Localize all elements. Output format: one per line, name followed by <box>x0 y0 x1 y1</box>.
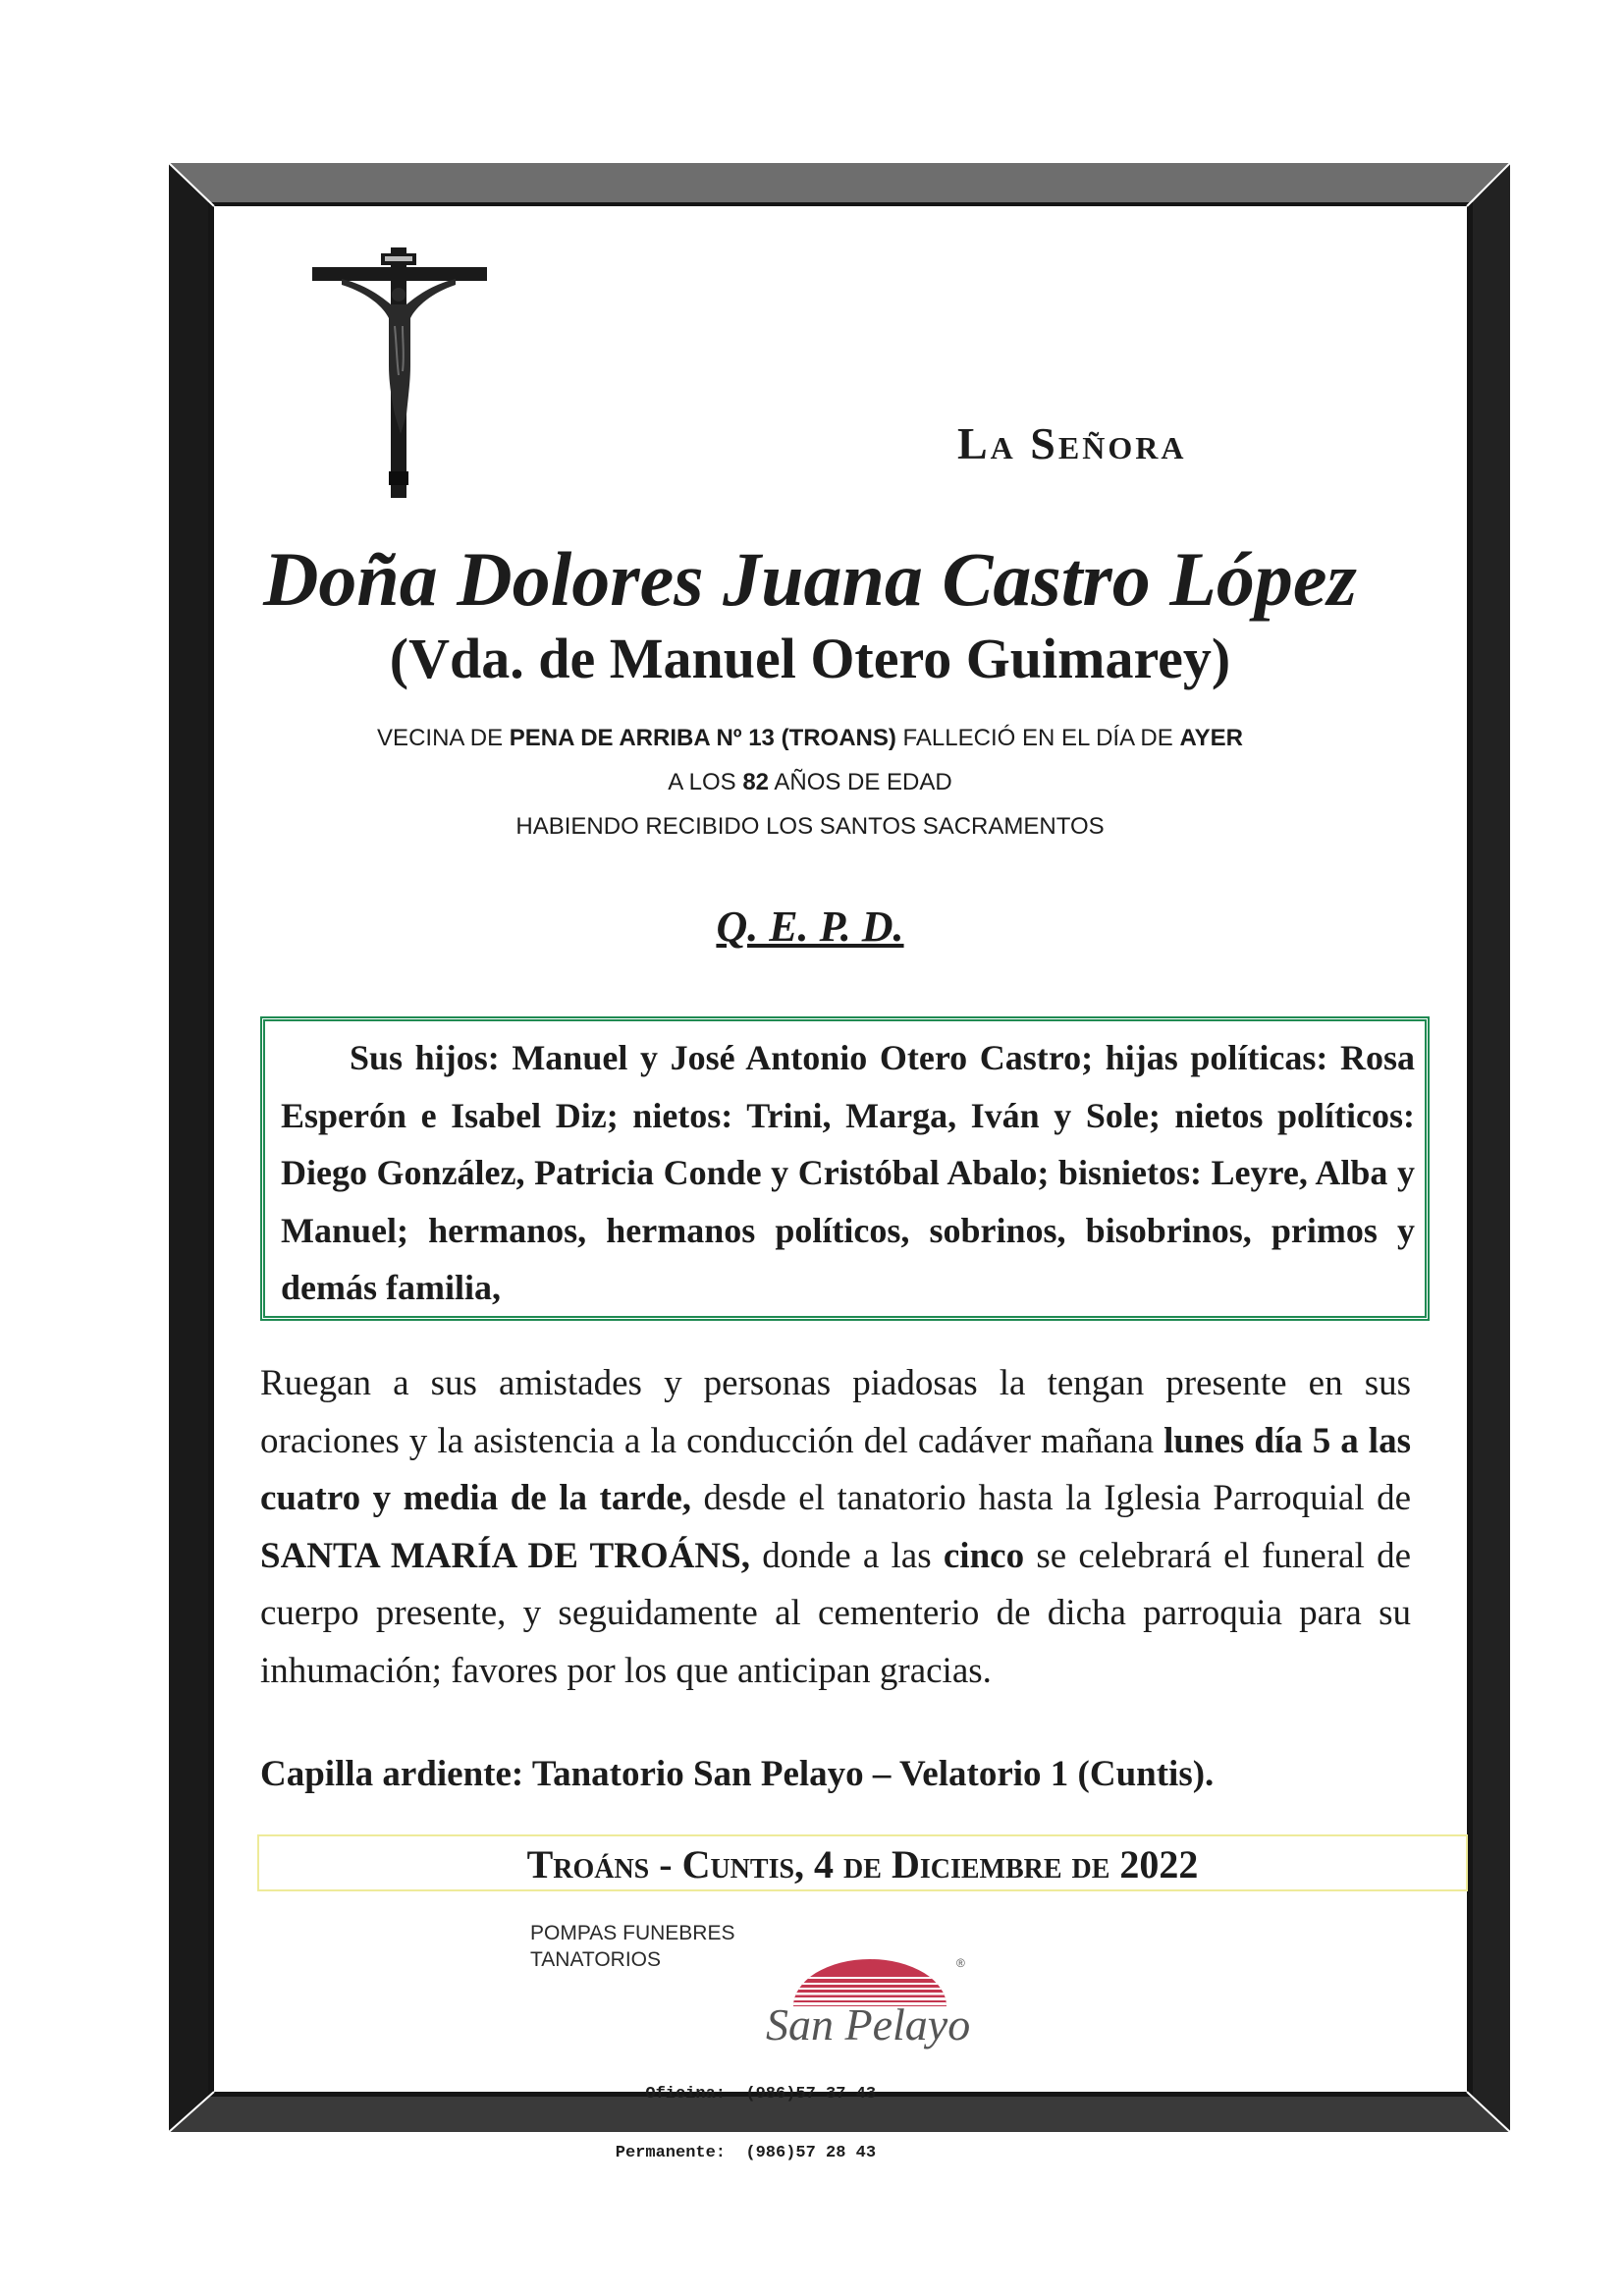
request-paragraph <box>260 1355 1411 1700</box>
phone-number: (986)57 28 43 <box>745 2144 877 2162</box>
request-text: donde a las <box>749 1535 944 1576</box>
info-line-age <box>245 769 1375 796</box>
request-church: SANTA MARÍA DE TROÁNS, <box>260 1535 750 1576</box>
info-day: AYER <box>1179 725 1243 751</box>
registered-mark: ® <box>956 1956 965 1970</box>
widow-of: (Vda. de Manuel Otero Guimarey) <box>389 627 1231 690</box>
phone-row-office <box>592 2085 876 2105</box>
info-text: AÑOS DE EDAD <box>769 769 952 795</box>
info-line-sacraments: HABIENDO RECIBIDO LOS SANTOS SACRAMENTOS <box>515 813 1105 840</box>
info-address: PENA DE ARRIBA Nº 13 (TROANS) <box>509 725 896 751</box>
deceased-name: Doña Dolores Juana Castro López <box>263 536 1357 622</box>
date-line: Troáns - Cuntis, 4 de Diciembre de 2022 <box>526 1842 1199 1886</box>
footer-line: TANATORIOS <box>530 1948 662 1971</box>
info-line-residence <box>245 725 1375 752</box>
request-text: desde el tanatorio hasta la Iglesia Parroquial de <box>691 1478 1411 1518</box>
qepd-label: Q. E. P. D. <box>716 902 904 951</box>
date-box <box>257 1834 1468 1891</box>
phone-row-permanent <box>592 2144 876 2163</box>
request-text: se celebrará el funeral de cuerpo presente, y seguidamente al cementerio de dicha parroquia para su inhumación; favores por los que anticipan gracias. <box>260 1535 1412 1691</box>
info-text: VECINA DE <box>377 725 510 751</box>
phone-label: Oficina: <box>645 2085 726 2104</box>
info-text: A LOS <box>668 769 743 795</box>
request-text: Ruegan a sus amistades y personas piadosas la tengan presente en sus oraciones y la asistencia a la conducción del cadáver mañana <box>260 1363 1411 1461</box>
footer-services <box>530 1920 734 1973</box>
family-box <box>260 1016 1430 1321</box>
footer-phones <box>592 2046 876 2183</box>
info-age: 82 <box>742 769 770 795</box>
crucifix-icon <box>312 247 489 498</box>
brand-name: San Pelayo <box>766 1999 971 2050</box>
heading-la-senora: La Señora <box>957 418 1187 468</box>
footer-line: POMPAS FUNEBRES <box>530 1922 735 1944</box>
family-text: Sus hijos: Manuel y José Antonio Otero Castro; hijas políticas: Rosa Esperón e Isabel Diz; nietos: Trini, Marga, Iván y Sole; nietos políticos: Diego González, Patricia Conde y Cristóbal Abalo; bisnietos: Leyre, Alba y Manuel; hermanos, hermanos políticos, sobrinos, bisobrinos, primos y demás familia, <box>281 1038 1415 1307</box>
info-text: FALLECIÓ EN EL DÍA DE <box>895 725 1180 751</box>
phone-number: (986)57 37 43 <box>745 2085 877 2104</box>
phone-label: Permanente: <box>615 2144 726 2162</box>
capilla-ardiente: Capilla ardiente: Tanatorio San Pelayo – Velatorio 1 (Cuntis). <box>260 1754 1215 1794</box>
request-time: cinco <box>943 1535 1025 1576</box>
request-date-time: lunes día 5 a las cuatro y media de la tarde, <box>260 1420 1411 1518</box>
